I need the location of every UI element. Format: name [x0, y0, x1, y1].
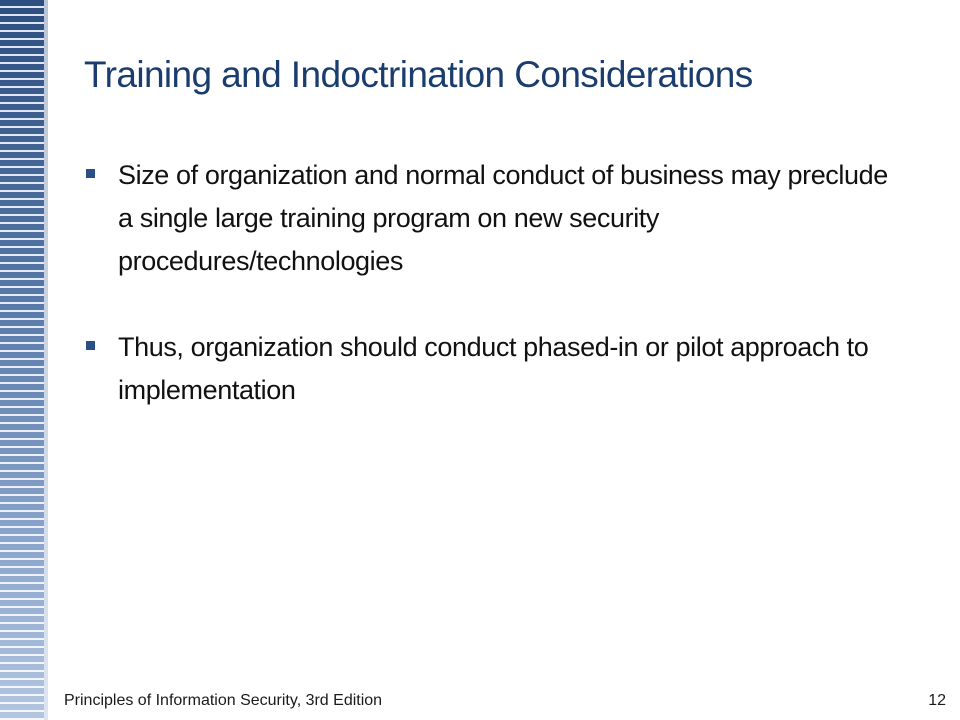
slide-title: Training and Indoctrination Considerations — [84, 54, 753, 95]
decorative-side-stripes — [0, 0, 44, 720]
square-bullet-icon — [86, 341, 95, 350]
square-bullet-icon — [86, 169, 95, 178]
bullet-item — [84, 326, 904, 412]
bullet-text: Size of organization and normal conduct of business may preclude a single large training program on new security procedures/technologies — [118, 160, 888, 276]
page-number: 12 — [928, 692, 946, 709]
bullet-list — [84, 154, 904, 455]
footer-text: Principles of Information Security, 3rd Edition — [64, 692, 383, 709]
bullet-text: Thus, organization should conduct phased-in or pilot approach to implementation — [118, 332, 869, 405]
decorative-side-edge — [44, 0, 48, 720]
bullet-item — [84, 154, 904, 283]
